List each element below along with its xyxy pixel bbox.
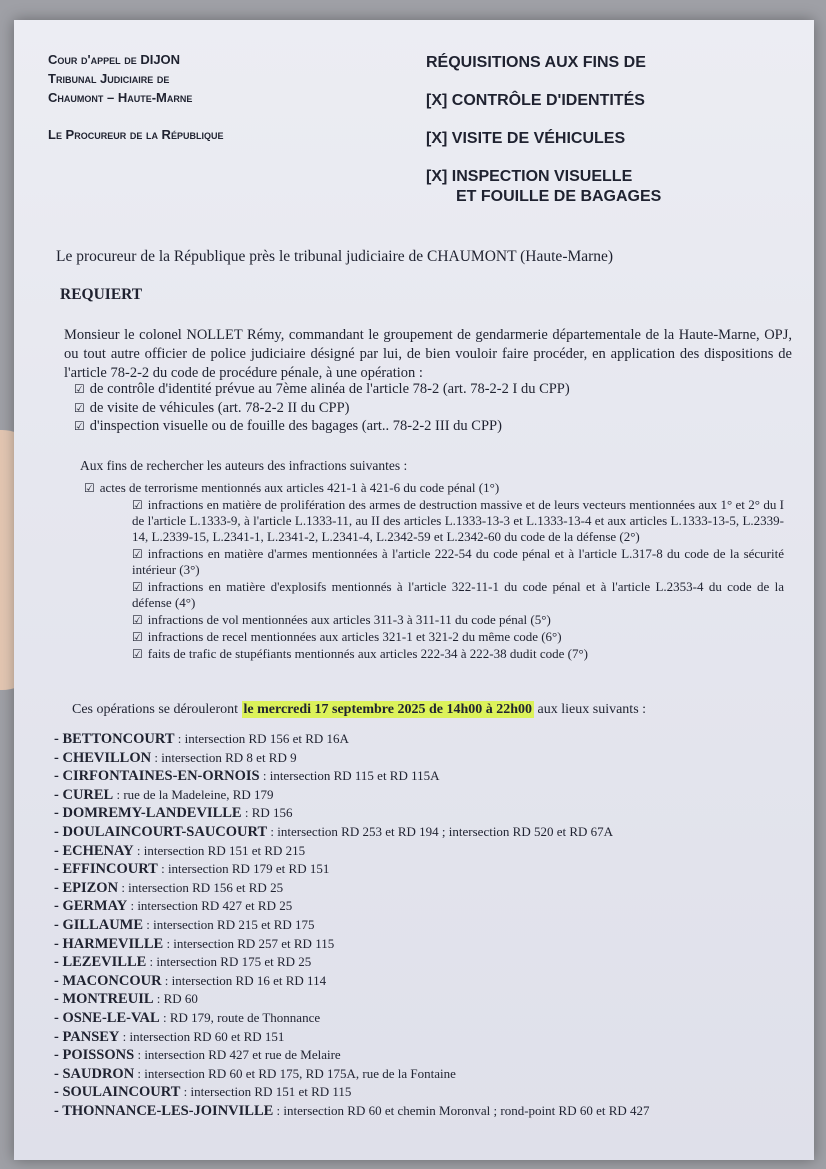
place-location: : intersection RD 16 et RD 114 bbox=[161, 972, 327, 988]
infraction-item: ☑ actes de terrorisme mentionnés aux articles 421-1 à 421-6 du code pénal (1°) bbox=[84, 480, 500, 495]
place-item: - PANSEY : intersection RD 60 et RD 151 bbox=[54, 1028, 285, 1045]
place-location: : intersection RD 60 et chemin Moronval ; rond-point RD 60 et RD 427 bbox=[273, 1102, 650, 1118]
place-name: CUREL bbox=[62, 786, 114, 803]
place-name: BETTONCOURT bbox=[62, 731, 175, 747]
operation-item: ☑ d'inspection visuelle ou de fouille des bagages (art.. 78-2-2 III du CPP) bbox=[74, 418, 502, 434]
place-name: GERMAY bbox=[62, 898, 128, 915]
place-name: LEZEVILLE bbox=[62, 954, 147, 971]
place-name: SAUDRON bbox=[62, 1065, 135, 1082]
place-location: : intersection RD 156 et RD 25 bbox=[118, 879, 284, 895]
infraction-item: ☑ infractions de vol mentionnées aux articles 311-3 à 311-11 du code pénal (5°) bbox=[132, 612, 551, 627]
place-location: : intersection RD 257 et RD 115 bbox=[163, 935, 335, 951]
place-name: GILLAUME bbox=[62, 916, 144, 933]
tribunal-line-2: Chaumont – Haute-Marne bbox=[48, 90, 193, 105]
place-item: - LEZEVILLE : intersection RD 175 et RD 25 bbox=[54, 954, 312, 971]
place-name: SOULAINCOURT bbox=[62, 1084, 181, 1101]
checked-box-icon: ☑ bbox=[74, 419, 85, 433]
operations-date-line: Ces opérations se dérouleront le mercredi 17 septembre 2025 de 14h00 à 22h00 aux lieux suivants : bbox=[72, 702, 647, 717]
checked-box-icon: ☑ bbox=[84, 481, 95, 495]
checked-box-icon: ☑ bbox=[132, 498, 143, 512]
place-location: : intersection RD 215 et RD 175 bbox=[143, 916, 315, 932]
document-page bbox=[14, 20, 814, 1160]
requisition-item-inspection: [X] INSPECTION VISUELLE bbox=[426, 168, 633, 185]
place-name: DOMREMY-LANDEVILLE bbox=[62, 805, 242, 822]
place-location: : intersection RD 115 et RD 115A bbox=[259, 768, 440, 784]
procureur-title: Le Procureur de la République bbox=[48, 127, 224, 142]
place-location: : RD 156 bbox=[241, 805, 293, 821]
place-location: : intersection RD 427 et rue de Melaire bbox=[134, 1047, 341, 1063]
place-name: CIRFONTAINES-EN-ORNOIS bbox=[62, 768, 260, 785]
place-item: - HARMEVILLE : intersection RD 257 et RD 115 bbox=[54, 935, 335, 952]
places-list bbox=[54, 730, 650, 1120]
place-item: - OSNE-LE-VAL : RD 179, route de Thonnance bbox=[54, 1009, 321, 1026]
requisitions-title: RÉQUISITIONS AUX FINS DE bbox=[426, 54, 646, 71]
intro-line: Le procureur de la République près le tribunal judiciaire de CHAUMONT (Haute-Marne) bbox=[56, 248, 614, 265]
header-left bbox=[48, 50, 223, 144]
operation-item: ☑ de contrôle d'identité prévue au 7ème alinéa de l'article 78-2 (art. 78-2-2 I du CPP) bbox=[74, 381, 570, 397]
place-location: : intersection RD 151 et RD 115 bbox=[180, 1084, 352, 1100]
operations-list bbox=[74, 380, 570, 436]
header-right bbox=[426, 54, 661, 226]
checked-box-icon: ☑ bbox=[132, 647, 143, 661]
place-name: EFFINCOURT bbox=[62, 861, 158, 878]
place-location: : intersection RD 179 et RD 151 bbox=[157, 861, 330, 877]
requisition-item-inspection-cont: ET FOUILLE DE BAGAGES bbox=[456, 188, 662, 205]
place-item: - ECHENAY : intersection RD 151 et RD 215 bbox=[54, 842, 306, 859]
place-location: : intersection RD 156 et RD 16A bbox=[174, 731, 349, 746]
place-item: - DOMREMY-LANDEVILLE : RD 156 bbox=[54, 805, 293, 822]
place-name: EPIZON bbox=[62, 879, 119, 896]
requisition-item-vehicles: [X] VISITE DE VÉHICULES bbox=[426, 130, 626, 147]
place-item: - EPIZON : intersection RD 156 et RD 25 bbox=[54, 879, 284, 896]
checked-box-icon: ☑ bbox=[74, 400, 85, 415]
place-item: - CUREL : rue de la Madeleine, RD 179 bbox=[54, 786, 274, 803]
place-item: - MACONCOUR : intersection RD 16 et RD 114 bbox=[54, 972, 327, 989]
place-item: - BETTONCOURT : intersection RD 156 et RD 16A bbox=[54, 731, 349, 747]
checked-box-icon: ☑ bbox=[132, 630, 143, 644]
infraction-item: ☑ infractions en matière de prolifération des armes de destruction massive et de leurs vecteurs mentionnées aux 1° et 2° du I de l'article L.1333-9, à l'article L.1333-11, au II des articles L.1333-13-3 et L.1333-13-4 et aux articles L.1333-13-5, L.2339-14, L.2339-15, L.2341-1, L.2341-2, L.2341-4, L.2342-59 et L.2342-60 du code de la défense (2°) bbox=[132, 497, 784, 544]
highlighted-date: le mercredi 17 septembre 2025 de 14h00 à 22h00 bbox=[243, 702, 533, 717]
infraction-item: ☑ faits de trafic de stupéfiants mentionnés aux articles 222-34 à 222-38 dudit code (7°) bbox=[132, 646, 588, 661]
infraction-item: ☑ infractions en matière d'armes mentionnées à l'article 222-54 du code pénal et à l'article L.317-8 du code de la sécurité intérieur (3°) bbox=[132, 546, 784, 577]
place-location: : RD 60 bbox=[153, 991, 198, 1007]
place-location: : rue de la Madeleine, RD 179 bbox=[113, 786, 274, 802]
place-location: : intersection RD 8 et RD 9 bbox=[151, 749, 297, 765]
place-location: : intersection RD 60 et RD 175, RD 175A, rue de la Fontaine bbox=[134, 1065, 456, 1081]
infractions-list bbox=[84, 480, 784, 663]
place-name: CHEVILLON bbox=[62, 749, 152, 766]
place-location: : intersection RD 427 et RD 25 bbox=[127, 898, 293, 914]
infraction-item: ☑ infractions de recel mentionnées aux articles 321-1 et 321-2 du même code (6°) bbox=[132, 629, 562, 644]
main-paragraph: Monsieur le colonel NOLLET Rémy, commandant le groupement de gendarmerie départementale de la Haute-Marne, OPJ, ou tout autre officier de police judiciaire désigné par lui, de bien vouloir faire procéder, en application des dispositions de l'article 78-2-2 du code de procédure pénale, à une opération : bbox=[64, 327, 792, 381]
place-name: PANSEY bbox=[62, 1028, 120, 1045]
requisition-item-identity: [X] CONTRÔLE D'IDENTITÉS bbox=[426, 92, 645, 109]
aux-fins-line: Aux fins de rechercher les auteurs des infractions suivantes : bbox=[80, 458, 408, 473]
place-name: MACONCOUR bbox=[62, 972, 162, 989]
operation-item: ☑ de visite de véhicules (art. 78-2-2 II du CPP) bbox=[74, 399, 350, 416]
place-item: - SOULAINCOURT : intersection RD 151 et RD 115 bbox=[54, 1084, 352, 1101]
place-name: POISSONS bbox=[62, 1047, 135, 1064]
checked-box-icon: ☑ bbox=[132, 580, 143, 594]
place-name: THONNANCE-LES-JOINVILLE bbox=[62, 1102, 274, 1119]
place-name: ECHENAY bbox=[62, 842, 134, 859]
place-item: - POISSONS : intersection RD 427 et rue de Melaire bbox=[54, 1047, 341, 1064]
place-location: : intersection RD 60 et RD 151 bbox=[119, 1028, 285, 1044]
place-item: - MONTREUIL : RD 60 bbox=[54, 991, 198, 1008]
requiert-heading: REQUIERT bbox=[60, 286, 143, 303]
checked-box-icon: ☑ bbox=[132, 547, 143, 561]
place-name: HARMEVILLE bbox=[62, 935, 164, 952]
place-item: - GILLAUME : intersection RD 215 et RD 175 bbox=[54, 916, 315, 933]
place-item: - DOULAINCOURT-SAUCOURT : intersection RD 253 et RD 194 ; intersection RD 520 et RD 67A bbox=[54, 823, 614, 840]
place-item: - EFFINCOURT : intersection RD 179 et RD 151 bbox=[54, 861, 330, 878]
place-name: MONTREUIL bbox=[62, 991, 154, 1008]
court-name: Cour d'appel de DIJON bbox=[48, 52, 181, 67]
checked-box-icon: ☑ bbox=[132, 613, 143, 627]
place-location: : intersection RD 175 et RD 25 bbox=[146, 954, 312, 970]
place-name: DOULAINCOURT-SAUCOURT bbox=[62, 823, 268, 840]
place-location: : intersection RD 253 et RD 194 ; intersection RD 520 et RD 67A bbox=[267, 823, 614, 839]
place-item: - GERMAY : intersection RD 427 et RD 25 bbox=[54, 898, 293, 915]
place-item: - CHEVILLON : intersection RD 8 et RD 9 bbox=[54, 749, 297, 766]
checked-box-icon: ☑ bbox=[74, 382, 85, 396]
place-item: - THONNANCE-LES-JOINVILLE : intersection RD 60 et chemin Moronval ; rond-point RD 60 et RD 427 bbox=[54, 1102, 650, 1119]
place-location: : RD 179, route de Thonnance bbox=[159, 1009, 321, 1025]
place-item: - CIRFONTAINES-EN-ORNOIS : intersection RD 115 et RD 115A bbox=[54, 768, 440, 785]
tribunal-line-1: Tribunal Judiciaire de bbox=[48, 71, 170, 86]
place-item: - SAUDRON : intersection RD 60 et RD 175, RD 175A, rue de la Fontaine bbox=[54, 1065, 456, 1082]
place-location: : intersection RD 151 et RD 215 bbox=[133, 842, 306, 858]
place-name: OSNE-LE-VAL bbox=[62, 1009, 160, 1026]
infraction-item: ☑ infractions en matière d'explosifs mentionnés à l'article 322-11-1 du code pénal et à l'article L.2353-4 du code de la défense (4°) bbox=[132, 579, 784, 610]
